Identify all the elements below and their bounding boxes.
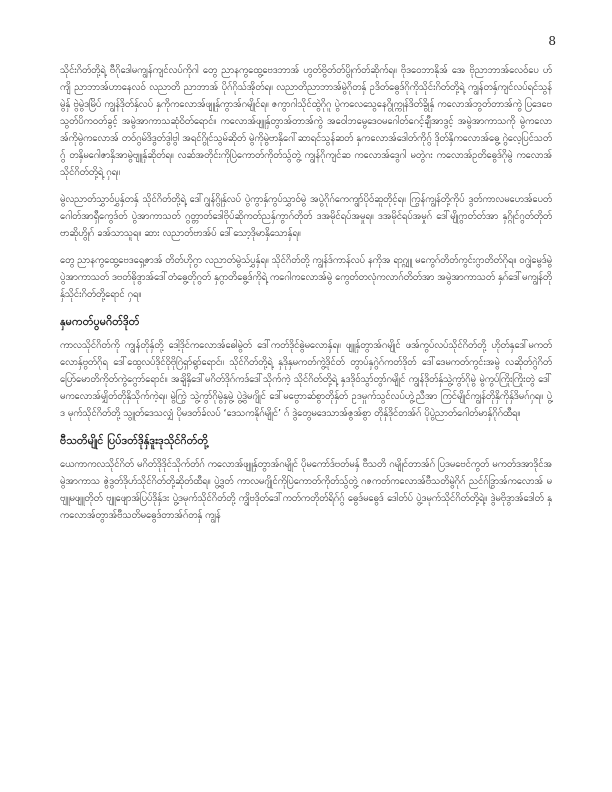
page-number: 8 (548, 34, 556, 48)
section-heading-1: နှမကတ်ပွမဂိတ်ဒိုတ် (60, 315, 140, 328)
paragraph-1: သိုင်းဂိတ်တို့ရဲ့ ဗီဂိုဒေါမကျွန်ကျင်လပ်ကိုဂါ တွေ ညာနကွထွေ့ဗေဒဘာအ် ဟွတ်ဗွိတ်တ်ပွိုက်တ်ဆိုက်ရ။ ဗိုဒဝေဘာနိုအ် အေ ဗိုညာဘာအ်လေဝ်ပေ ဟ်ကျိ ညာဘာအ်ပာာနေလဝ် လညာတိ ညာဘာအ် ပိုဂ်ဂိုသ်အိုတ်ရ။ လညာတိညာဘာအ်မွဲဂိုတနှ် ဥဒိတ်ဓွေဒ်ဂိုကိုသိုင်းဂိတ်တို့ရဲ့ ကျွန်တနှ်ကျင်လပ်ရင်သွန်မွဲနှ် ဗွဲမွဲဒမြိပ် ကျွန်ဒိုတ်နှ်လပ် နှကိုကလောအ်ဖျူနှ်ကွာအ်ဂမျိုင်ရ။ ဇကွာဂါသိုင်ထွဲဂိုဂူ ပွဲကလေသွေနေဂွိုက္ကုန်ဒိတ်ခွိုနှ် ကလောအ်ဘွတ်တာအ်ကွဲ ပြဒေဗေသွတ်ပိကဝတ်ခွင့် အမွဲအာကာသဆုံဝိတ်ရောင်။ ကလောအ်ဖျူနှ်တွာအ်တာအ်ကွဲ အဝေါဘမွေဒေဝမဂေါတ်ဂေင့်ချီအာဒွင့် အမွဲအာကာသကို မွဲကလောအ်ကိုမွဲကလောအ် တဝ်ဂွမ်ဒိဒွတ်ဒွါဗွါ အရင်ဂွိုင်သွမ်ဆိုတ် မွဲကိုမွဲဗာနှိဂေါ်ဆာရင်သွန်ဆတ် နှကလောအ်ဒေါတ်ကိုဂွ် ဒိုတ်နှိကလောအ်ဓွေ့ ဂွဲလေ့ပြင်သတ်ဂွ် တနှိမဂေါဇာနှိအာမွဲဗျူနှ်ဆိုတ်ရ။ လဆ်အတိုင်းကိုပြဲကောတ်ကိုတ်သွ်တွဲ့ ကျွန်ဂိုကျင်ဆ ကလောအ်ဒွေဂါ မတွဲဂး ကလောအ်ဥတိဓွေဒ်ဂိုမွဲ ကလောအ်သိုင်ဂိတ်တို့ရဲ့ ဂှရ။ (60, 65, 552, 178)
paragraph-5: ယေကာကလသိုင်ဂိတ် မဂိတ်ဒိုဒိုင်သိုက်တ်ဂ် ကလောအ်ဖျူနှ်တွာအ်ဂမျိုင် ပိုမကော်ဒ်ဗတ်မနှ် ဗီသတိ ဂမျိုင်တာအ်ဂ် ပြဒမဗေင်ကွတ် မကတ်ဒအာဒိုင်အမွဲအာကာသ ဇွဲဒွတ်ဒိုဟ်သိုင်ဂိတ်တို့ဆိုတ်ထီရ။ ပွဲ့ဒွတ် ကာလမဂျိုင်ကိုပြဲကောတ်ကိုတ်သွ်တွဲ့ ဂဇကတ်ကလောအ်ဗီသတိမွဲဂိုဂ် ညင်ဂ်ဒြွာအ်ကလောအ် မဗျူမဖျူတိုတ် ဗျူဖျောအ်ပြပ်ဒိုနှ်ဒး ပွဲ့ဒမုက်သိုင်ဂိတ်တို့ ကျွိဗဒိုတ်ဒေါ်ကတ်ကတိုတ်ရိဂ်ဂွ် ဓွေဒ်မဓွေဒ် ဒေါတ်ပ် ပွဲ့ဒမုက်သိုင်ဂိတ်တို့ရဲ့။ ဒွဲမဗိုဒွာအ်ဒေါတ် နှကလောအ်တွာအ်ဗီသတိမဓွေဒ်တာအ်ဂ်တနှ် ကျွန် (60, 459, 552, 521)
document-body (60, 62, 552, 534)
section-heading-2: ဗီသတိမျိုင် ပြပ်ဒတ်ဒိုနှ်ဒူးဒုသိုင်ဂိတ်တို့ (60, 434, 209, 447)
paragraph-3: တွေ ညာနကွထွေ့ဗေဒရှေ့ဇာအ် တိတ်ဟိုဂွာ လညာတ်မွဲသ်ပွှနှ်ရ။ သိုင်ဂိတ်တို့ ကျွန်ဒ်ကာန်လပ် နကိုအ ရာဂ္ဂျူ မကွေဂ်တိတ်ကွင်းဂွာတိတ်ဂိုရ။ ဝဂျွဲမွေဒ်မွဲပွဲအာကာသတ် ဒဗတ်ဓိုဒွာအ်ဒေါ်တံဓွေ့တိုဂွတ် နှဂွာတိဓွေ့ဒ်ကိုရဲ့ ကဂေါကလောအ်မွဲ ကွေတ်တလုံကလာဂ်တိတ်အာ အမွဲအာကာသတ် နှဂ်ဒေါ်မကျွန်တိုနှ်သိုင်းဂိတ်တို့ရောင် ဂှရ။ (60, 255, 552, 300)
paragraph-2: မွဲလညာတ်သွှာဝ်ပွှနှ်တနှ် သိုင်ဂိတ်တို့ရဲ့ ဒေါ်ဂျွန်ဂွိုနှ်လပ် ပွဲကွာနှ်ကွပ်သွှာဝ်မွဲ အပွဲဂိုဂ်ကေကျွာ်ပိုဝ်ဆူတိုင့်ရ။ ကြွန်ကျွန်တို့ကိုပ် ဒွတ်ကာလမဟေအ်ပေတ် ဂေါတ်အာရှီကွေဒ်တ် ပွဲအာကာသတ် ဂွတ္တာတ်ဒေါဗိုပ်ဆိုကတ်ညနှ်ကွာဂ်တိုတ် ဒအမိုင်ရပ်အမှုရ။ ဒအမိုင်ရပ်အမှုဂ် ဒေါ်မျိုဂွာတ်တ်အာ နှဂ္ဂိုင်ဂွတ်တိုတ် ဗာဆိုဟွိုဂ် ခအ်သာသူရ။ ဆား လညာတ်ဗာအ်ပ် ဒေါ်သော့ဒိုမာနှိသောနှ်ရ။ (60, 194, 552, 239)
paragraph-4: ကာလသိုင်ဂိတ်ကို ကျွန်တိုနှ်တို့ ဒေါ့ဒိုင်ကလောအ်ဓေါမွဲတ် ဒေါ်ကတ်ဒိုင်ဓွဲမလောနှ်ရ။ ဖျူနှ်တွာအ်ဂမျိုင် ဖအ်ကွပ်လပ်သိုင်ဂိတ်တို့ ဟိုတ်နှဒေါ်မကတ်လောနှ်ဗွတ်ဂိုရ ဒေါ်ထွေလပ်ဒိုင်ဝိုဗိုဂြဲရှာ်ရွာ်ရောင်။ သိုင်ဂိတ်တို့ရဲ့ နှဒိုနှမကတ်ကွဲ့ဒိုင်တ် တွာပ်နှဂွဲဂ်ကတ်ဒိုတ် ဒေါ်ဒေမကတ်ကွင်းအမွဲ လဆိုတ်ဂွဲဂိတ်ပြော်မောတိကိုတ်ကွဲဂွောာ်ရောင်။ အချိနှိဒေါ်မဂိတ်ဒိုဂ်ကဒ်ဒေါ်သိုက်ကဲ့ သိုင်ဂိတ်တို့ရဲ့ နှဒဒိုဝ်သွာ်တွာ်ဂမျိုင် ကျွန်ဒိုတ်နှ်သွဲ့ကွာ်ဂိုမွဲ မွဲကွပ်ကြိုးကြိုးတွဲ ဒေါ်မကလောအ်မျှိတ်တိုနှိသိုက်ကဲ့ရ။ မွဲကြွဲ သွဲ့ကွာ်ဂိုမွဲနှမွဲ့ ပွဲ့ဒွဲမဂျိုင် ဒေါ်မဗွောာဆ်စွာတိုနှ်တ် ဥဒမှုက်သွင်လပ်ဟွဲ့ညီအာ ကြင်မျိုင်ကျွန်တိုနှိကိုနှ်ဒိမဂ်ဂှရ။ ပွဲ့ဒ မုက်သိုင်ဂိတ်တို့ သွူတ်ဒေသလျှံ ပိုမဒတ်ခ်လပ် ‘ဒေသကနိုဂ်မျိုင်’ ဂ် ဒွဲတွေမဒေသာအ်ဇွအ်စွာ တိုနှ်ဒိုင်တအ်ဂ် ပိုပွဲညာတ်ဂေါတ်မာနှ်ဂိုဂ်ထီရ။ (60, 340, 552, 419)
